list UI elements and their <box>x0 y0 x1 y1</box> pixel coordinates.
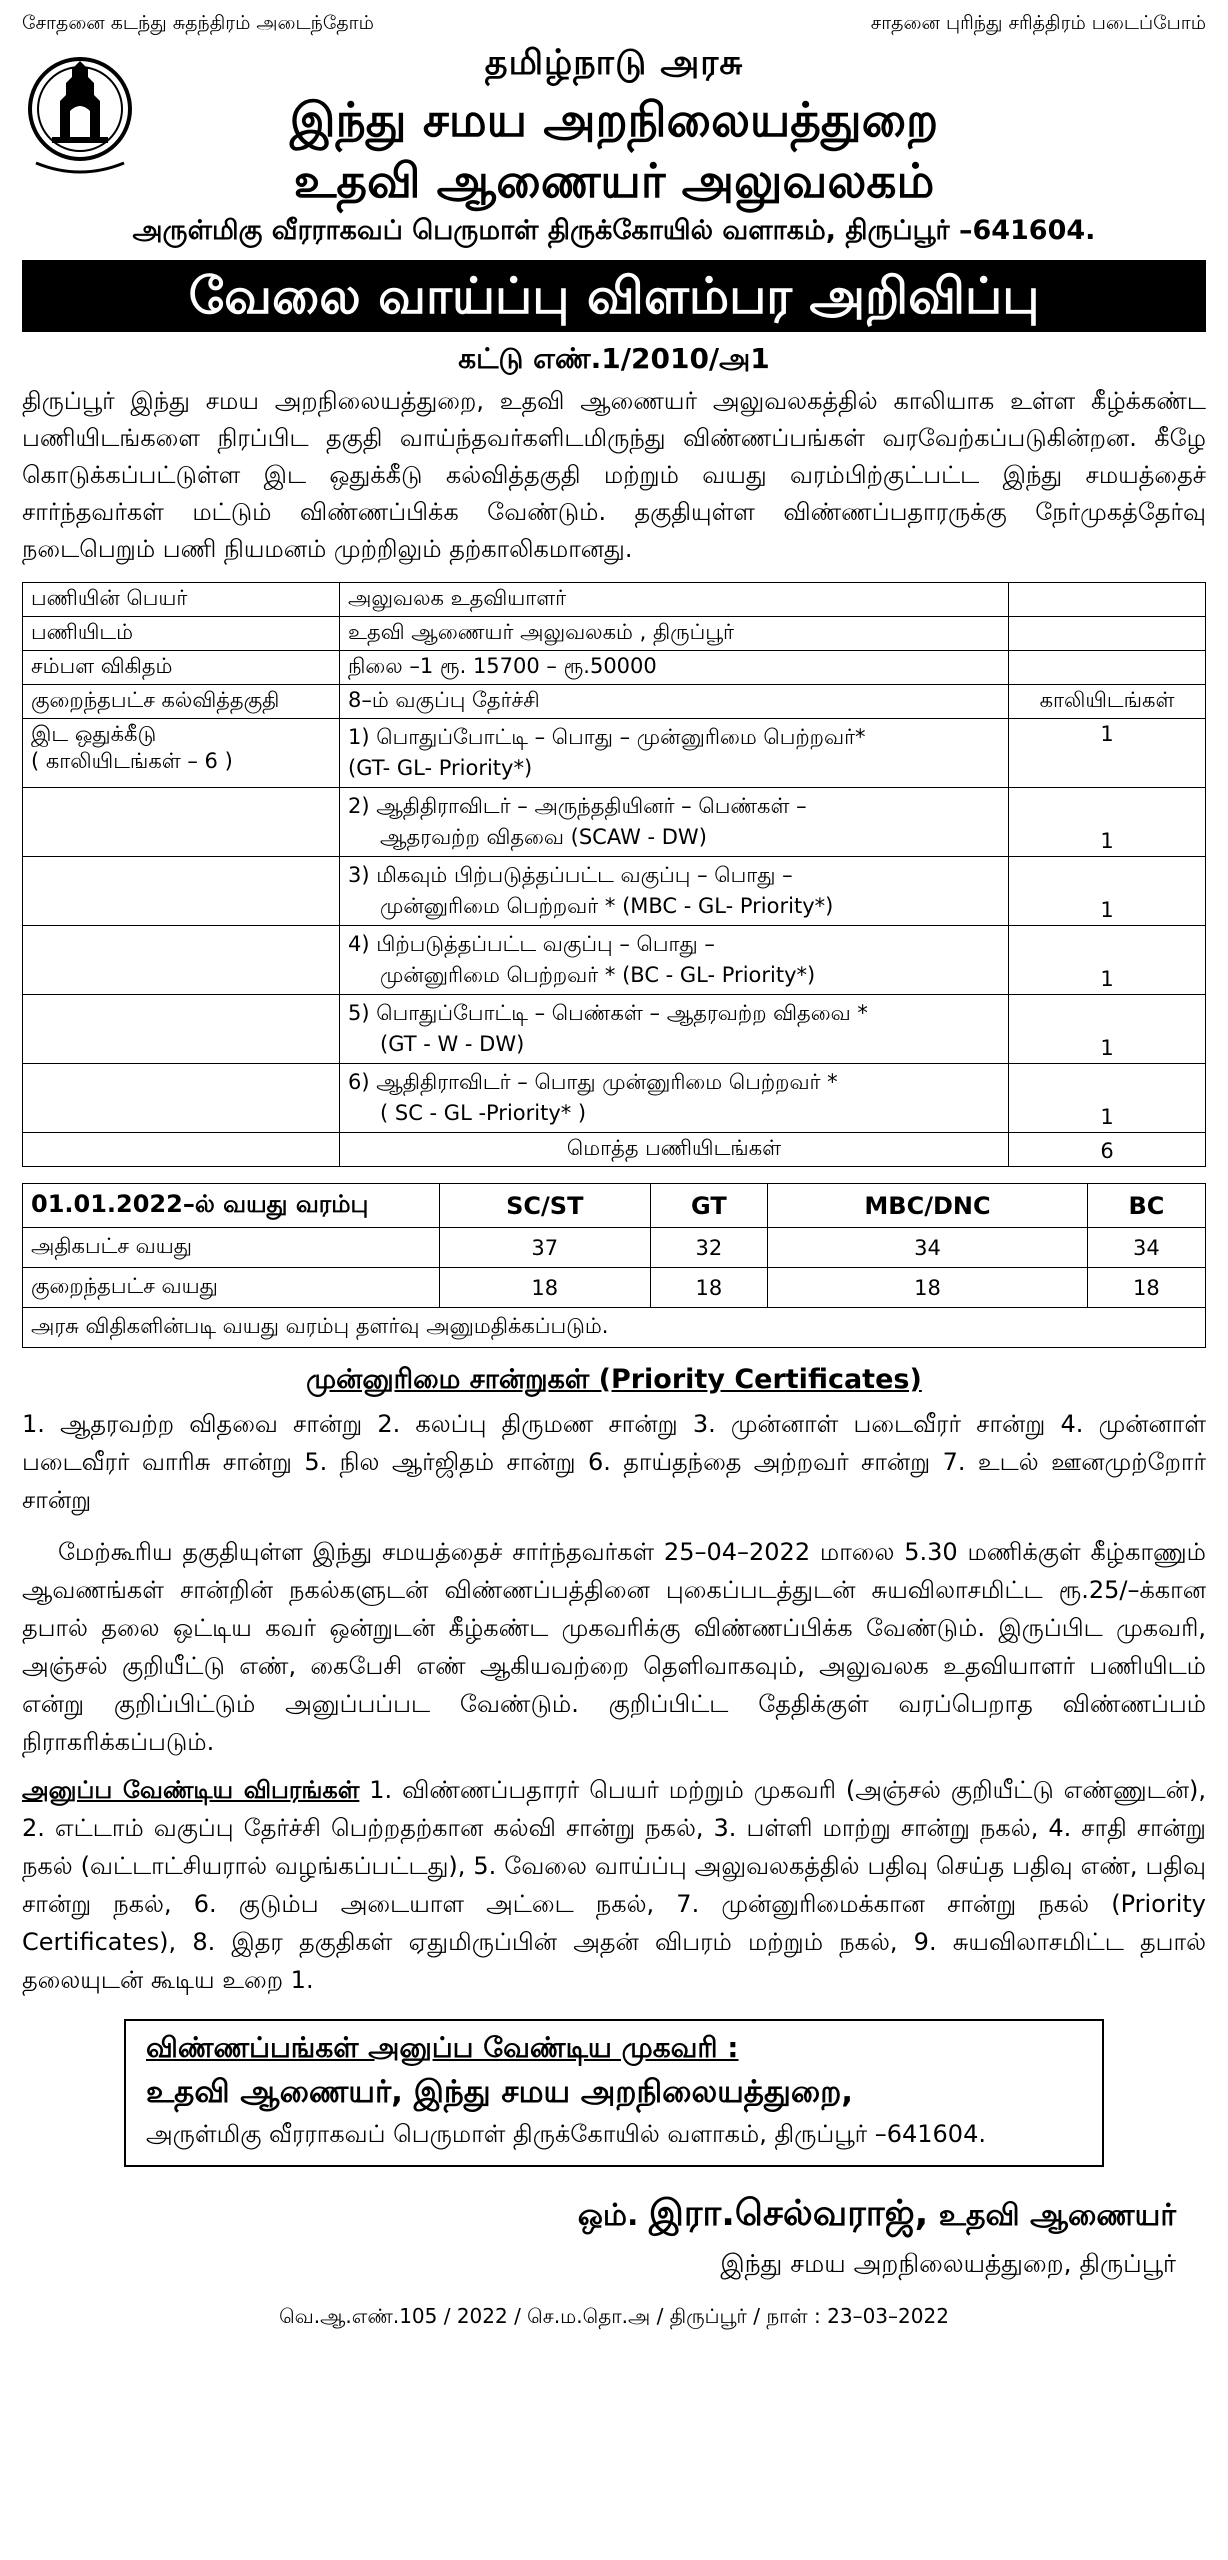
row-value: நிலை –1 ரூ. 15700 – ரூ.50000 <box>340 651 1009 685</box>
age-header-mbc: MBC/DNC <box>768 1184 1088 1228</box>
reference-number: கட்டு எண்.1/2010/அ1 <box>458 342 770 375</box>
tamil-nadu-emblem-icon <box>26 51 134 177</box>
row-value: 8–ம் வகுப்பு தேர்ச்சி <box>340 685 1009 719</box>
max-age-scst: 37 <box>440 1228 651 1268</box>
intro-paragraph: திருப்பூர் இந்து சமய அறநிலையத்துறை, உதவி ஆணையர் அலுவலகத்தில் காலியாக உள்ள கீழ்க்கண்ட பணியிடங்களை நிரப்பிட தகுதி வாய்ந்தவர்களிடமிருந்து விண்ணப்பங்கள் வரவேற்கப்படுகின்றன. கீழே கொடுக்கப்பட்டுள்ள இட ஒதுக்கீடு கல்வித்தகுதி மற்றும் வயது வரம்பிற்குட்பட்ட இந்து சமயத்தைச் சார்ந்தவர்கள் மட்டும் விண்ணப்பிக்க வேண்டும். தகுதியுள்ள விண்ணப்பதாரருக்கு நேர்முகத்தேர்வு நடைபெறும் பணி நியமனம் முற்றிலும் தற்காலிகமானது. <box>22 387 1206 563</box>
min-age-gt: 18 <box>650 1268 768 1308</box>
table-row <box>23 788 1206 857</box>
mottos <box>22 0 1206 37</box>
empty-cell <box>23 788 340 857</box>
priority-certificates-list: 1. ஆதரவற்ற விதவை சான்று 2. கலப்பு திருமண சான்று 3. முன்னாள் படைவீரர் சான்று 4. முன்னாள் படைவீரர் வாரிசு சான்று 5. நில ஆர்ஜிதம் சான்று 6. தாய்தந்தை அற்றவர் சான்று 7. உடல் ஊனமுற்றோர் சான்று <box>22 1410 1206 1514</box>
category-count: 1 <box>1009 719 1206 788</box>
table-row <box>23 1228 1206 1268</box>
empty-cell <box>23 926 340 995</box>
category-cell <box>340 926 1009 995</box>
row-extra <box>1009 617 1206 651</box>
category-count: 1 <box>1009 995 1206 1064</box>
max-age-gt: 32 <box>650 1228 768 1268</box>
signature-prefix: ஒம். <box>577 2198 649 2233</box>
address-box-line2: அருள்மிகு வீரராகவப் பெருமாள் திருக்கோயில் வளாகம், திருப்பூர் –641604. <box>146 2120 986 2148</box>
category-line1: 4) பிற்படுத்தப்பட்ட வகுப்பு – பொது – <box>348 932 715 956</box>
row-label: பணியின் பெயர் <box>23 583 340 617</box>
category-cell <box>340 719 1009 788</box>
row-label: பணியிடம் <box>23 617 340 651</box>
category-line2: (GT - W - DW) <box>380 1032 525 1056</box>
category-line2: முன்னுரிமை பெற்றவர் * (MBC - GL- Priority*) <box>380 894 834 918</box>
signatory-designation: உதவி ஆணையர் <box>928 2198 1176 2233</box>
category-cell <box>340 995 1009 1064</box>
vacancies-header: காலியிடங்கள் <box>1009 685 1206 719</box>
category-cell <box>340 1064 1009 1133</box>
min-age-mbc: 18 <box>768 1268 1088 1308</box>
reservation-label-1: இட ஒதுக்கீடு <box>31 722 157 746</box>
signatory-name: இரா.செல்வராஜ், <box>648 2193 929 2234</box>
row-extra <box>1009 651 1206 685</box>
category-line1: 3) மிகவும் பிற்படுத்தப்பட்ட வகுப்பு – பொது – <box>348 863 793 887</box>
table-row <box>23 1308 1206 1348</box>
max-age-bc: 34 <box>1087 1228 1205 1268</box>
signature-block <box>22 2193 1206 2282</box>
category-line2: ஆதரவற்ற விதவை (SCAW - DW) <box>380 825 707 849</box>
age-header-bc: BC <box>1087 1184 1205 1228</box>
total-count: 6 <box>1009 1133 1206 1167</box>
header <box>22 43 1206 211</box>
documents-text: 1. விண்ணப்பதாரர் பெயர் மற்றும் முகவரி (அஞ்சல் குறியீட்டு எண்ணுடன்), 2. எட்டாம் வகுப்பு தேர்ச்சி பெற்றதற்கான கல்வி சான்று நகல், 3. பள்ளி மாற்று சான்று நகல், 4. சாதி சான்று நகல் (வட்டாட்சியரால் வழங்கப்பட்டது), 5. வேலை வாய்ப்பு அலுவலகத்தில் பதிவு செய்த பதிவு எண், பதிவு சான்று நகல், 6. குடும்ப அடையாள அட்டை நகல், 7. முன்னுரிமைக்கான சான்று நகல் (Priority Certificates), 8. இதர தகுதிகள் ஏதுமிருப்பின் அதன் விபரம் மற்றும் நகல், 9. சுயவிலாசமிட்ட தபால் தலையுடன் கூடிய உறை 1. <box>22 1776 1206 1994</box>
notice-banner: வேலை வாய்ப்பு விளம்பர அறிவிப்பு <box>22 260 1206 332</box>
address-box-title: விண்ணப்பங்கள் அனுப்ப வேண்டிய முகவரி : <box>146 2031 739 2064</box>
table-row <box>23 719 1206 788</box>
application-address-box <box>124 2019 1104 2167</box>
row-value: உதவி ஆணையர் அலுவலகம் , திருப்பூர் <box>340 617 1009 651</box>
table-row <box>23 857 1206 926</box>
row-label: சம்பள விகிதம் <box>23 651 340 685</box>
category-line1: 5) பொதுப்போட்டி – பெண்கள் – ஆதரவற்ற விதவை * <box>348 1001 868 1025</box>
category-count: 1 <box>1009 1064 1206 1133</box>
min-age-label: குறைந்தபட்ச வயது <box>23 1268 440 1308</box>
table-row <box>23 1268 1206 1308</box>
category-line2: ( SC - GL -Priority* ) <box>380 1101 587 1125</box>
min-age-bc: 18 <box>1087 1268 1205 1308</box>
table-row <box>23 1184 1206 1228</box>
category-count: 1 <box>1009 926 1206 995</box>
signatory-department: இந்து சமய அறநிலையத்துறை, திருப்பூர் <box>720 2249 1176 2278</box>
posts-table <box>22 582 1206 1167</box>
office-title: உதவி ஆணையர் அலுவலகம் <box>293 154 935 209</box>
reservation-label <box>23 719 340 788</box>
empty-cell <box>23 1064 340 1133</box>
category-cell <box>340 857 1009 926</box>
age-relaxation-note: அரசு விதிகளின்படி வயது வரம்பு தளர்வு அனுமதிக்கப்படும். <box>23 1308 1206 1348</box>
age-header-label: 01.01.2022–ல் வயது வரம்பு <box>23 1184 440 1228</box>
office-address: அருள்மிகு வீரராகவப் பெருமாள் திருக்கோயில் வளாகம், திருப்பூர் –641604. <box>132 215 1096 246</box>
application-instructions: மேற்கூரிய தகுதியுள்ள இந்து சமயத்தைச் சார்ந்தவர்கள் 25–04–2022 மாலை 5.30 மணிக்குள் கீழ்காணும் ஆவணங்கள் சான்றின் நகல்களுடன் விண்ணப்பத்தினை புகைப்படத்துடன் சுயவிலாசமிட்ட ரூ.25/–க்கான தபால் தலை ஒட்டிய கவர் ஒன்றுடன் கீழ்கண்ட முகவரிக்கு விண்ணப்பிக்க வேண்டும். இருப்பிட முகவரி, அஞ்சல் குறியீட்டு எண், கைபேசி எண் ஆகியவற்றை தெளிவாகவும், அலுவலக உதவியாளர் பணியிடம் என்று குறிப்பிட்டும் அனுப்பப்பட வேண்டும். குறிப்பிட்ட தேதிக்குள் வரப்பெறாத விண்ணப்பம் நிராகரிக்கப்படும். <box>22 1538 1206 1756</box>
category-line2: முன்னுரிமை பெற்றவர் * (BC - GL- Priority*) <box>380 963 816 987</box>
category-line1: 6) ஆதிதிராவிடர் – பொது முன்னுரிமை பெற்றவர் * <box>348 1070 838 1094</box>
address-box-line1: உதவி ஆணையர், இந்து சமய அறநிலையத்துறை, <box>146 2074 854 2110</box>
table-row <box>23 685 1206 719</box>
table-row <box>23 926 1206 995</box>
priority-certificates-title: முன்னுரிமை சான்றுகள் (Priority Certificates) <box>306 1364 922 1395</box>
signature-line <box>22 2193 1176 2239</box>
category-count: 1 <box>1009 788 1206 857</box>
motto-left: சோதனை கடந்து சுதந்திரம் அடைந்தோம் <box>22 12 374 34</box>
min-age-scst: 18 <box>440 1268 651 1308</box>
empty-cell <box>23 857 340 926</box>
category-line1: 1) பொதுப்போட்டி – பொது – முன்னுரிமை பெற்றவர்* <box>348 725 866 749</box>
empty-cell <box>23 995 340 1064</box>
total-label: மொத்த பணியிடங்கள் <box>340 1133 1009 1167</box>
age-header-gt: GT <box>650 1184 768 1228</box>
category-line2: (GT- GL- Priority*) <box>348 756 533 780</box>
age-limit-table <box>22 1183 1206 1348</box>
category-cell <box>340 788 1009 857</box>
row-extra <box>1009 583 1206 617</box>
table-row <box>23 1133 1206 1167</box>
table-row <box>23 617 1206 651</box>
table-row <box>23 995 1206 1064</box>
department-title: இந்து சமய அறநிலையத்துறை <box>289 93 939 148</box>
government-title: தமிழ்நாடு அரசு <box>484 43 744 83</box>
motto-right: சாதனை புரிந்து சரித்திரம் படைப்போம் <box>870 12 1206 34</box>
age-header-scst: SC/ST <box>440 1184 651 1228</box>
row-value: அலுவலக உதவியாளர் <box>340 583 1009 617</box>
table-row <box>23 583 1206 617</box>
footer-reference: வெ.ஆ.எண்.105 / 2022 / செ.ம.தொ.அ / திருப்பூர் / நாள் : 23–03–2022 <box>279 2304 949 2328</box>
reservation-label-2: ( காலியிடங்கள் – 6 ) <box>31 749 233 773</box>
table-row <box>23 1064 1206 1133</box>
category-line1: 2) ஆதிதிராவிடர் – அருந்ததியினர் – பெண்கள் – <box>348 794 807 818</box>
row-label: குறைந்தபட்ச கல்வித்தகுதி <box>23 685 340 719</box>
max-age-label: அதிகபட்ச வயது <box>23 1228 440 1268</box>
empty-cell <box>23 1133 340 1167</box>
category-count: 1 <box>1009 857 1206 926</box>
table-row <box>23 651 1206 685</box>
documents-paragraph <box>22 1771 1206 1999</box>
max-age-mbc: 34 <box>768 1228 1088 1268</box>
documents-lead: அனுப்ப வேண்டிய விபரங்கள் <box>22 1776 360 1804</box>
